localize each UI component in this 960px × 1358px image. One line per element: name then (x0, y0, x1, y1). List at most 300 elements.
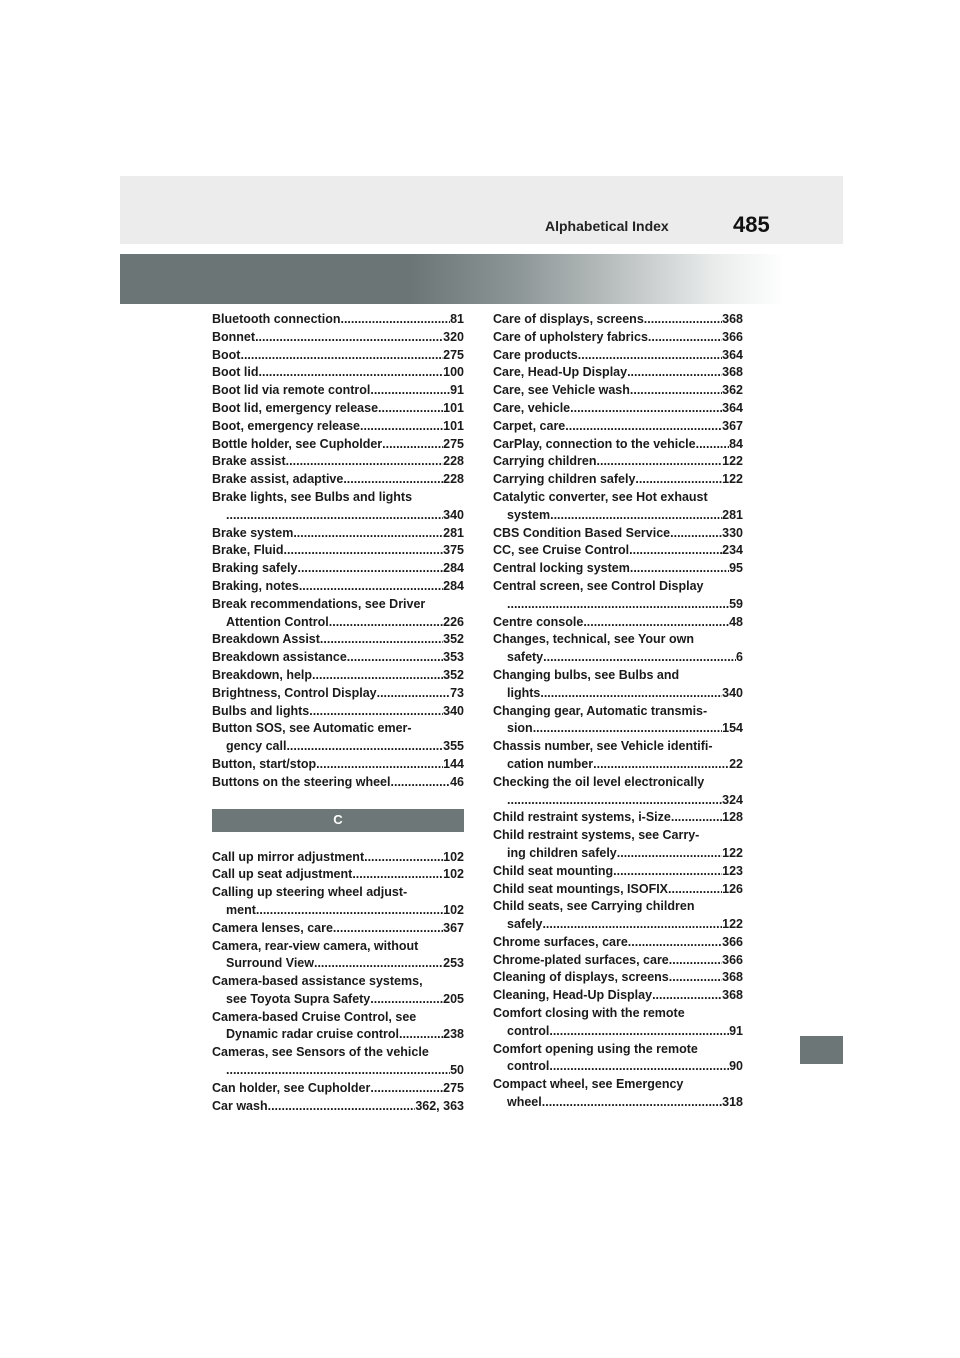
index-entry-text: safety (507, 650, 544, 665)
index-entry-line (493, 596, 743, 614)
index-page-ref: 95 (729, 561, 743, 576)
index-entry-line (212, 1080, 464, 1098)
index-entry-text: Break recommendations, see Driver (212, 596, 426, 611)
dot-leader (343, 471, 443, 489)
index-entry-line (212, 920, 464, 938)
index-entry-line (493, 525, 743, 543)
dot-leader (542, 916, 722, 934)
index-entry-text: Braking, notes (212, 578, 299, 593)
dot-leader (644, 311, 722, 329)
index-page-ref: 84 (729, 436, 743, 451)
dot-leader (578, 347, 722, 365)
index-entry-line (493, 453, 743, 471)
index-page-ref: 228 (443, 454, 464, 469)
index-entry (212, 560, 464, 578)
index-entry-text: Central screen, see Control Display (493, 578, 704, 593)
index-entry-text: Centre console (493, 614, 584, 629)
dot-leader (284, 542, 444, 560)
dot-leader (652, 987, 722, 1005)
index-entry-text: Boot lid (212, 365, 259, 380)
index-entry-line (493, 542, 743, 560)
dot-leader (347, 649, 443, 667)
index-entry-line (493, 614, 743, 632)
dot-leader (613, 863, 722, 881)
index-page-ref: 126 (722, 881, 743, 896)
index-entry-text: Buttons on the steering wheel (212, 774, 391, 789)
index-entry (212, 1080, 464, 1098)
index-entry-line (212, 489, 464, 507)
index-entry-text: Child restraint systems, i-Size (493, 810, 671, 825)
index-entry-text: Bonnet (212, 329, 256, 344)
index-entry-line (212, 364, 464, 382)
index-page-ref: 73 (450, 685, 464, 700)
index-entry (212, 382, 464, 400)
index-page-ref: 102 (443, 867, 464, 882)
index-entry-text: Can holder, see Cupholder (212, 1080, 371, 1095)
index-entry-text: safely (507, 917, 543, 932)
dot-leader (352, 866, 443, 884)
index-entry-text: Carpet, care (493, 418, 566, 433)
index-page-ref: 362 (722, 383, 743, 398)
index-page-ref: 320 (443, 329, 464, 344)
index-entry-line (493, 418, 743, 436)
dot-leader (382, 436, 443, 454)
dot-leader (597, 453, 723, 471)
index-entry-text: control (507, 1023, 550, 1038)
index-entry-line (212, 382, 464, 400)
index-entry (493, 347, 743, 365)
index-entry (493, 667, 743, 703)
index-page-ref: 366 (722, 952, 743, 967)
index-entry (493, 542, 743, 560)
index-entry-text: Chrome surfaces, care (493, 934, 628, 949)
index-entry-line (212, 436, 464, 454)
index-entry-text: Changing bulbs, see Bulbs and (493, 667, 680, 682)
index-entry-line (493, 685, 743, 703)
dot-leader (630, 560, 729, 578)
index-page-ref: 318 (722, 1095, 743, 1110)
index-group-c (212, 849, 464, 1116)
index-entry-line (212, 542, 464, 560)
index-page-ref: 275 (443, 436, 464, 451)
index-entry-line (212, 703, 464, 721)
index-entry (493, 774, 743, 810)
section-header-c: C (212, 809, 464, 832)
index-entry-text: Breakdown assistance (212, 650, 347, 665)
index-entry-line (493, 952, 743, 970)
index-page-ref: 366 (722, 329, 743, 344)
index-entry (212, 1044, 464, 1080)
index-entry-line (212, 525, 464, 543)
index-entry-text: Care, vehicle (493, 400, 571, 415)
index-entry-line (212, 507, 464, 525)
index-entry-line (212, 471, 464, 489)
index-entry (212, 311, 464, 329)
index-column-left (212, 311, 464, 1115)
dot-leader (370, 382, 450, 400)
index-entry-text: Child seat mounting (493, 863, 614, 878)
index-entry-text: Comfort opening using the remote (493, 1041, 698, 1056)
index-entry-line (493, 934, 743, 952)
dot-leader (399, 1026, 443, 1044)
index-entry-text: sion (507, 721, 533, 736)
dot-leader (340, 311, 450, 329)
index-entry-line (212, 991, 464, 1009)
index-entry-text: ment (226, 902, 256, 917)
index-entry-line (212, 685, 464, 703)
dot-leader (670, 525, 722, 543)
index-entry-line (212, 1026, 464, 1044)
index-entry-line (493, 631, 743, 649)
index-entry (493, 364, 743, 382)
index-entry-line (493, 311, 743, 329)
index-entry (212, 453, 464, 471)
index-entry-line (212, 347, 464, 365)
index-entry-text: Changes, technical, see Your own (493, 632, 694, 647)
index-entry-line (493, 845, 743, 863)
index-entry (212, 578, 464, 596)
index-entry (493, 863, 743, 881)
index-entry-line (493, 649, 743, 667)
index-page-ref: 364 (722, 347, 743, 362)
index-page-ref: 205 (443, 991, 464, 1006)
index-entry-line (493, 969, 743, 987)
index-page-ref: 22 (729, 756, 743, 771)
index-entry-text: Cameras, see Sensors of the vehicle (212, 1045, 429, 1060)
index-entry (493, 969, 743, 987)
index-page-ref: 91 (450, 383, 464, 398)
dot-leader (671, 809, 722, 827)
index-page-ref: 59 (729, 596, 743, 611)
index-entry (493, 453, 743, 471)
index-entry-line (212, 1062, 464, 1080)
index-entry-line (212, 866, 464, 884)
index-page-ref: 122 (722, 472, 743, 487)
dot-leader (297, 560, 443, 578)
index-entry-text: CarPlay, connection to the vehicle (493, 436, 696, 451)
index-page-ref: 101 (443, 400, 464, 415)
index-entry-text: gency call (226, 739, 287, 754)
index-entry-text: Calling up steering wheel adjust- (212, 885, 408, 900)
index-entry-line (212, 849, 464, 867)
dot-leader (259, 364, 444, 382)
index-entry-text: Bottle holder, see Cupholder (212, 436, 383, 451)
index-entry-text: Call up seat adjustment (212, 867, 353, 882)
index-entry-line (212, 756, 464, 774)
index-entry-line (493, 703, 743, 721)
index-entry (493, 827, 743, 863)
index-entry (493, 1076, 743, 1112)
index-entry (493, 934, 743, 952)
index-entry-text: Comfort closing with the remote (493, 1006, 685, 1021)
dot-leader (370, 1080, 443, 1098)
dot-leader (630, 382, 722, 400)
index-entry-text: Camera-based assistance systems, (212, 974, 423, 989)
index-entry (493, 987, 743, 1005)
index-entry-text: Chassis number, see Vehicle identifi- (493, 739, 713, 754)
index-page-ref: 81 (450, 312, 464, 326)
index-entry-text: cation number (507, 756, 594, 771)
index-page-ref: 101 (443, 418, 464, 433)
index-page-ref: 275 (443, 1080, 464, 1095)
index-entry-text: Care, Head-Up Display (493, 365, 628, 380)
index-entry-text: Call up mirror adjustment (212, 849, 365, 864)
index-entry-line (212, 667, 464, 685)
index-entry-line (212, 418, 464, 436)
index-page-ref: 281 (722, 507, 743, 522)
index-entry-line (493, 436, 743, 454)
index-entry (493, 631, 743, 667)
dot-leader (364, 849, 443, 867)
index-entry-line (493, 774, 743, 792)
index-entry-line (493, 471, 743, 489)
index-entry-line (212, 720, 464, 738)
index-page-ref: 275 (443, 347, 464, 362)
index-group-b (212, 311, 464, 792)
index-entry-text: lights (507, 685, 541, 700)
dot-leader (268, 1098, 416, 1116)
header-title: Alphabetical Index (545, 218, 669, 234)
dot-leader (299, 578, 443, 596)
index-entry (493, 809, 743, 827)
index-entry-text: Dynamic radar cruise control (226, 1027, 399, 1042)
dot-leader (378, 400, 443, 418)
index-entry-line (493, 364, 743, 382)
index-entry-text: Button SOS, see Automatic emer- (212, 721, 412, 736)
index-entry-text: Child seats, see Carrying children (493, 899, 695, 914)
index-page-ref: 284 (443, 578, 464, 593)
index-entry-text: Catalytic converter, see Hot exhaust (493, 489, 708, 504)
index-page-ref: 122 (722, 845, 743, 860)
index-entry-line (493, 507, 743, 525)
index-page-ref: 352 (443, 632, 464, 647)
index-page-ref: 128 (722, 810, 743, 825)
index-entry-line (493, 1076, 743, 1094)
index-entry-line (212, 311, 464, 329)
index-page-ref: 368 (722, 365, 743, 380)
index-page-ref: 90 (729, 1059, 743, 1074)
index-page-ref: 368 (722, 988, 743, 1003)
index-entry-text: see Toyota Supra Safety (226, 991, 371, 1006)
index-entry-line (493, 1023, 743, 1041)
dot-leader (314, 955, 443, 973)
dot-leader (240, 347, 443, 365)
index-entry (493, 418, 743, 436)
index-entry-text: Care of upholstery fabrics (493, 329, 648, 344)
index-page-ref: 368 (722, 312, 743, 326)
index-entry-line (493, 578, 743, 596)
index-entry-line (212, 329, 464, 347)
dot-leader (696, 436, 729, 454)
index-entry (493, 400, 743, 418)
index-page-ref: 353 (443, 650, 464, 665)
index-entry-text: Changing gear, Automatic transmis- (493, 703, 708, 718)
index-entry-line (212, 1098, 464, 1116)
index-entry-line (212, 631, 464, 649)
index-entry-text: Bulbs and lights (212, 703, 310, 718)
index-entry-text: Chrome-plated surfaces, care (493, 952, 669, 967)
index-entry-line (493, 667, 743, 685)
index-entry (212, 631, 464, 649)
index-entry-line (493, 863, 743, 881)
dot-leader (669, 952, 722, 970)
index-entry-line (493, 898, 743, 916)
index-entry-text: Brake assist, adaptive (212, 472, 344, 487)
index-entry (212, 418, 464, 436)
index-entry (212, 596, 464, 632)
index-page-ref: 362, 363 (415, 1098, 464, 1113)
index-entry-text: Cleaning, Head-Up Display (493, 988, 653, 1003)
index-entry-line (493, 738, 743, 756)
dot-leader (329, 614, 443, 632)
index-entry-line (212, 614, 464, 632)
dot-leader (542, 1094, 722, 1112)
index-entry (212, 973, 464, 1009)
dot-leader (309, 703, 443, 721)
index-entry (212, 774, 464, 792)
index-entry (212, 364, 464, 382)
index-entry (212, 685, 464, 703)
index-entry-text: Child restraint systems, see Carry- (493, 828, 700, 843)
index-entry-text: Compact wheel, see Emergency (493, 1077, 684, 1092)
index-entry (212, 920, 464, 938)
dot-leader (583, 614, 729, 632)
index-page-ref: 50 (450, 1063, 464, 1078)
index-page-ref: 368 (722, 970, 743, 985)
index-page-ref: 367 (722, 418, 743, 433)
index-entry-text: Breakdown Assist (212, 632, 320, 647)
index-entry (493, 881, 743, 899)
dot-leader (286, 738, 443, 756)
index-page-ref: 48 (729, 614, 743, 629)
index-entry (493, 1041, 743, 1077)
index-entry (212, 884, 464, 920)
index-entry (212, 849, 464, 867)
index-entry (493, 471, 743, 489)
index-group-c-continued (493, 311, 743, 1112)
index-entry (493, 614, 743, 632)
dot-leader (648, 329, 722, 347)
index-entry-text: Cleaning of displays, screens (493, 970, 669, 985)
dot-leader (320, 631, 443, 649)
page-number: 485 (733, 212, 770, 237)
index-entry-text: Boot lid via remote control (212, 383, 371, 398)
chapter-side-tab (800, 1036, 843, 1064)
index-entry-line (212, 1009, 464, 1027)
index-entry-text: CBS Condition Based Service (493, 525, 671, 540)
index-entry (493, 952, 743, 970)
dot-leader (316, 756, 443, 774)
index-entry (212, 649, 464, 667)
index-entry-line (493, 1005, 743, 1023)
dot-leader (360, 418, 443, 436)
index-entry-text: Brake, Fluid (212, 543, 284, 558)
index-entry (493, 525, 743, 543)
index-entry-text: Carrying children (493, 454, 597, 469)
index-page-ref: 6 (736, 650, 743, 665)
index-entry-line (212, 453, 464, 471)
index-entry-line (493, 1058, 743, 1076)
index-entry-line (493, 987, 743, 1005)
index-entry-text: Breakdown, help (212, 667, 313, 682)
index-entry-line (212, 560, 464, 578)
index-entry-line (493, 756, 743, 774)
index-page-ref: 122 (722, 917, 743, 932)
dot-leader (256, 902, 443, 920)
index-entry (212, 703, 464, 721)
index-page-ref: 284 (443, 561, 464, 576)
index-entry (493, 898, 743, 934)
index-entry (493, 436, 743, 454)
index-page-ref: 46 (450, 774, 464, 789)
index-entry-line (212, 578, 464, 596)
index-entry-line (212, 902, 464, 920)
index-entry-line (212, 738, 464, 756)
index-entry-line (493, 560, 743, 578)
index-entry (493, 329, 743, 347)
index-entry-text: Child seat mountings, ISOFIX (493, 881, 669, 896)
index-entry-text: Braking safely (212, 561, 298, 576)
index-entry (212, 1009, 464, 1045)
index-page-ref: 123 (722, 863, 743, 878)
index-entry (212, 489, 464, 525)
index-page-ref: 355 (443, 739, 464, 754)
index-entry (212, 1098, 464, 1116)
index-entry-text: Camera lenses, care (212, 920, 333, 935)
index-entry-line (493, 916, 743, 934)
dot-leader (370, 991, 443, 1009)
index-entry (212, 756, 464, 774)
dot-leader (627, 364, 722, 382)
index-entry-text: Boot, emergency release (212, 418, 360, 433)
index-entry (212, 866, 464, 884)
index-entry-line (493, 382, 743, 400)
index-entry-text: Care products (493, 347, 578, 362)
index-entry-line (493, 792, 743, 810)
index-column-right (493, 311, 743, 1112)
index-page-ref: 100 (443, 365, 464, 380)
dot-leader (543, 649, 736, 667)
index-page-ref: 340 (722, 685, 743, 700)
index-page-ref: 340 (443, 507, 464, 522)
dot-leader (507, 792, 722, 810)
index-entry-text: Boot lid, emergency release (212, 400, 379, 415)
index-page-ref: 367 (443, 920, 464, 935)
index-entry-line (212, 596, 464, 614)
index-entry-text: Attention Control (226, 614, 329, 629)
index-entry-text: Boot (212, 347, 241, 362)
index-entry (493, 489, 743, 525)
index-entry-text: CC, see Cruise Control (493, 543, 630, 558)
index-entry-line (212, 774, 464, 792)
dot-leader (629, 542, 722, 560)
index-entry-text: control (507, 1059, 550, 1074)
dot-leader (635, 471, 722, 489)
index-entry-line (212, 955, 464, 973)
index-entry (212, 329, 464, 347)
chapter-gradient-bar (120, 254, 843, 304)
index-entry (493, 738, 743, 774)
index-page-ref: 364 (722, 400, 743, 415)
index-entry-text: Brightness, Control Display (212, 685, 377, 700)
index-entry-text: Button, start/stop (212, 756, 317, 771)
index-entry-line (212, 884, 464, 902)
dot-leader (391, 774, 451, 792)
index-entry-line (212, 649, 464, 667)
index-entry-line (493, 329, 743, 347)
index-entry (212, 667, 464, 685)
index-entry-text: system (507, 507, 551, 522)
